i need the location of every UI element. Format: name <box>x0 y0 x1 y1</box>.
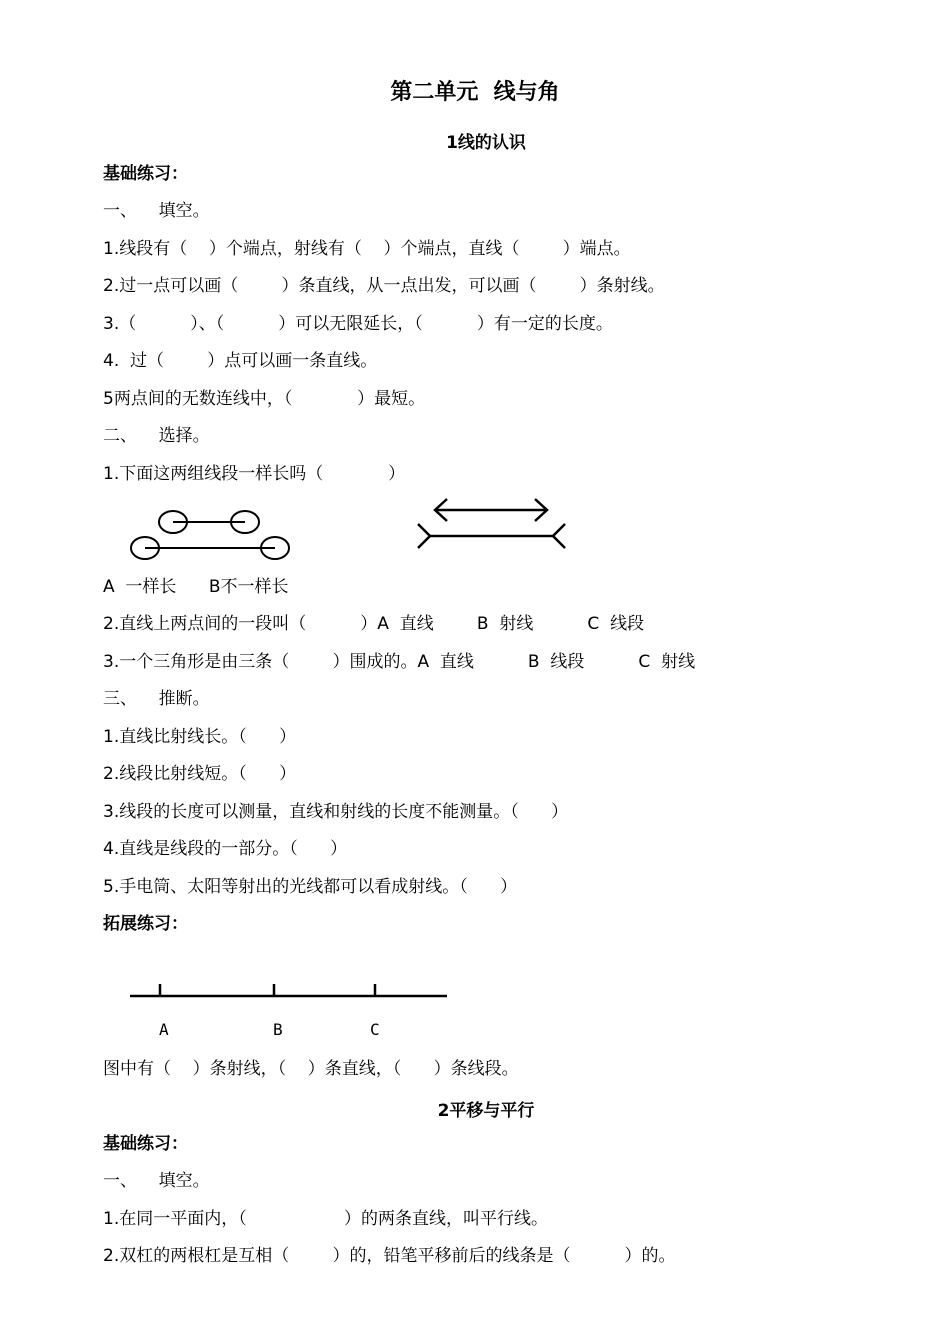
part-heading-fill: 一、 填空。 <box>103 1171 210 1191</box>
choice-options: A 一样长 B不一样长 <box>103 577 289 597</box>
question-item: 3.（ ）、（ ）可以无限延长，（ ）有一定的长度。 <box>103 314 613 334</box>
basic-practice-label: 基础练习： <box>103 164 188 184</box>
basic-practice-label: 基础练习： <box>103 1134 188 1154</box>
part-heading-fill: 一、 填空。 <box>103 201 210 221</box>
question-item: 3.线段的长度可以测量，直线和射线的长度不能测量。（ ） <box>103 802 569 822</box>
question-item: 3.一个三角形是由三条（ ）围成的。A 直线 B 线段 C 射线 <box>103 652 696 672</box>
section-title: 1线的认识 <box>446 133 526 153</box>
section-title: 2平移与平行 <box>437 1101 535 1121</box>
question-item: 4.直线是线段的一部分。（ ） <box>103 839 348 859</box>
question-item: 1.直线比射线长。（ ） <box>103 727 297 747</box>
point-label-a: A <box>159 1020 169 1039</box>
point-label-c: C <box>370 1020 380 1039</box>
question-item: 1.线段有（ ）个端点，射线有（ ）个端点，直线（ ）端点。 <box>103 239 631 259</box>
question-item: 4. 过（ ）点可以画一条直线。 <box>103 351 378 371</box>
circle-endpoints-figure <box>125 505 295 565</box>
question-item: 5.手电筒、太阳等射出的光线都可以看成射线。（ ） <box>103 877 518 897</box>
part-heading-choice: 二、 选择。 <box>103 426 210 446</box>
question-item: 2.过一点可以画（ ）条直线，从一点出发，可以画（ ）条射线。 <box>103 276 665 296</box>
arrow-endpoints-figure <box>415 495 565 555</box>
point-label-b: B <box>273 1020 283 1039</box>
line-with-points-figure <box>130 980 450 1000</box>
question-item: 2.双杠的两根杠是互相（ ）的，铅笔平移前后的线条是（ ）的。 <box>103 1246 676 1266</box>
question-item: 图中有（ ）条射线，（ ）条直线，（ ）条线段。 <box>103 1059 519 1079</box>
page-title: 第二单元 线与角 <box>390 80 560 105</box>
question-item: 1.在同一平面内，（ ）的两条直线，叫平行线。 <box>103 1209 548 1229</box>
part-heading-judge: 三、 推断。 <box>103 689 210 709</box>
extension-practice-label: 拓展练习： <box>103 914 188 934</box>
question-item: 2.直线上两点间的一段叫（ ）A 直线 B 射线 C 线段 <box>103 614 645 634</box>
question-item: 1.下面这两组线段一样长吗（ ） <box>103 464 406 484</box>
question-item: 5两点间的无数连线中，（ ）最短。 <box>103 389 426 409</box>
question-item: 2.线段比射线短。（ ） <box>103 764 297 784</box>
